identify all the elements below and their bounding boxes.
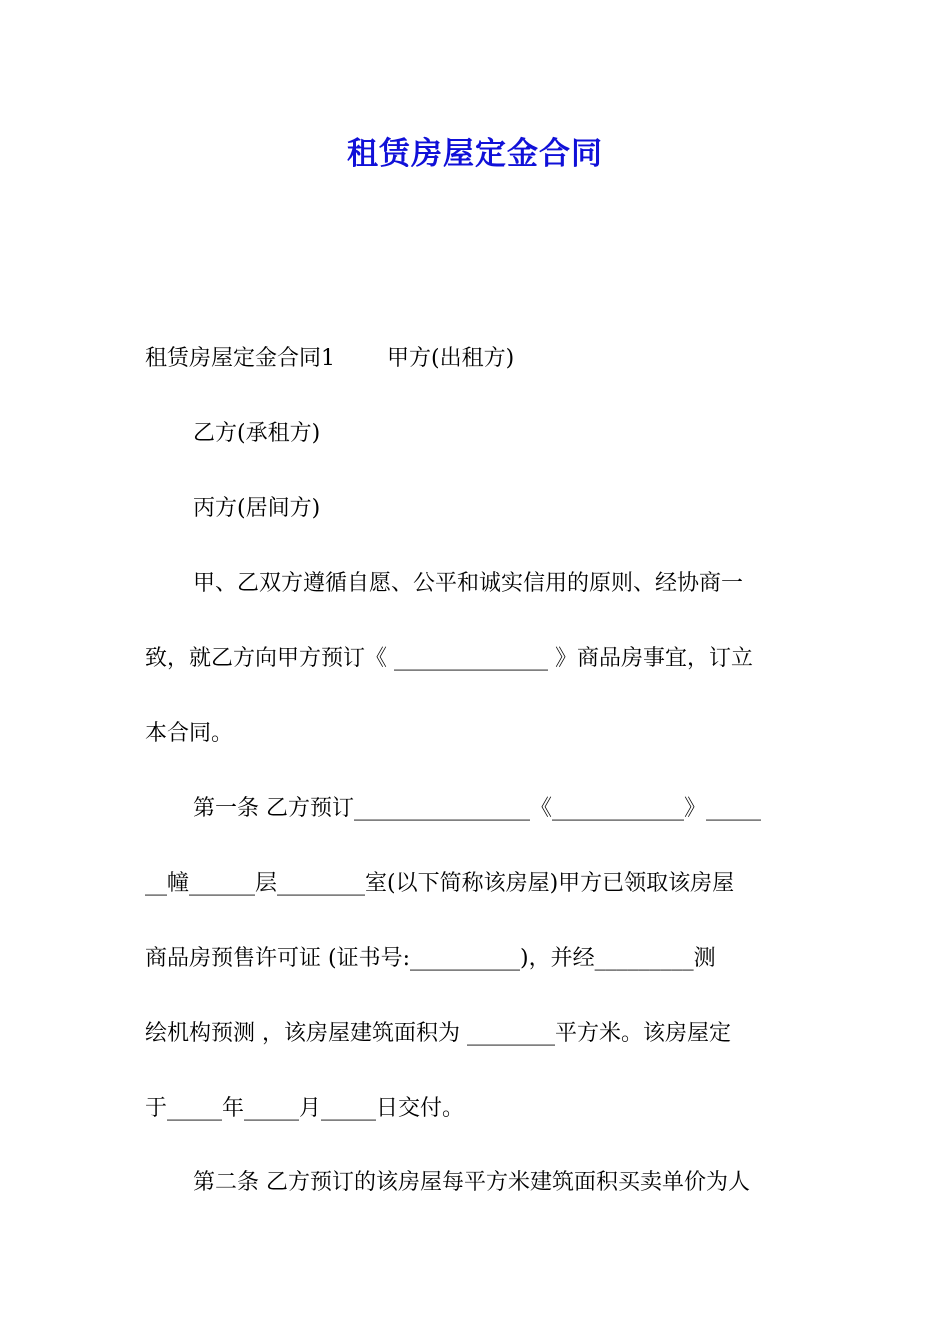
party-c-label: 丙方(居间方): [193, 496, 321, 521]
article-2-line-1: 第二条 乙方预订的该房屋每平方米建筑面积买卖单价为人: [193, 1170, 750, 1195]
document-title: 租赁房屋定金合同: [347, 136, 603, 172]
article-1-line-1: 第一条 乙方预订________________《____________》_____: [193, 796, 761, 821]
party-b-label: 乙方(承租方): [193, 421, 321, 446]
party-a-label: 甲方(出租方): [387, 346, 515, 371]
heading-line: [145, 344, 807, 374]
intro-paragraph-line-1: 甲、乙双方遵循自愿、公平和诚实信用的原则、经协商一: [193, 571, 744, 596]
intro-paragraph-line-2: 致，就乙方向甲方预订《 ______________ 》商品房事宜，订立: [145, 646, 753, 671]
article-1-line-2: __幢______层________室(以下简称该房屋)甲方已领取该房屋: [145, 871, 735, 896]
article-1-line-3: 商品房预售许可证 (证书号:__________)，并经_________测: [145, 946, 716, 971]
intro-paragraph-line-3: 本合同。: [145, 721, 234, 746]
article-1-line-4: 绘机构预测 ，该房屋建筑面积为 ________平方米。该房屋定: [145, 1021, 731, 1046]
article-1-line-5: 于_____年_____月_____日交付。: [145, 1096, 465, 1121]
contract-name: 租赁房屋定金合同1: [145, 346, 335, 371]
